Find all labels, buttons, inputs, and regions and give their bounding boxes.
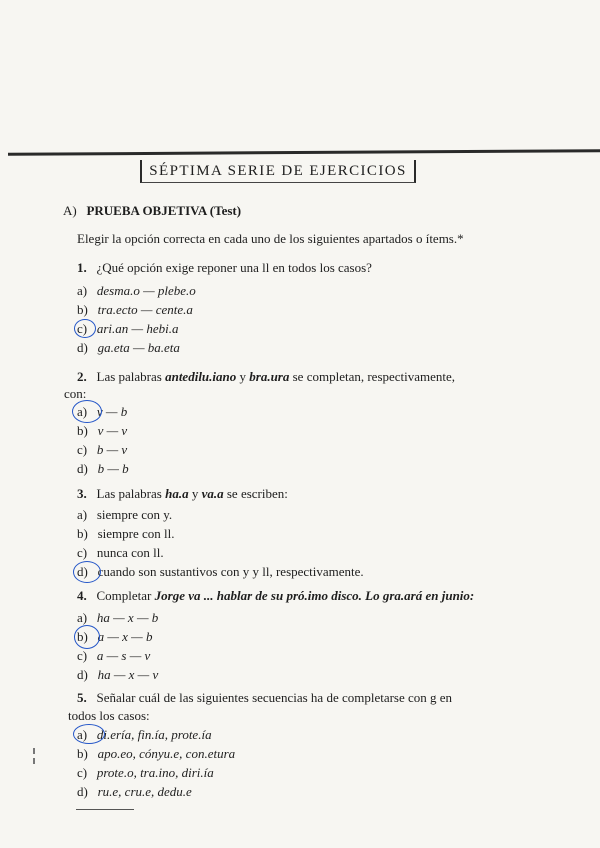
option-letter: b) bbox=[77, 423, 88, 438]
option-letter: a) bbox=[77, 507, 88, 522]
option-4c[interactable] bbox=[77, 648, 150, 664]
question-continuation: todos los casos: bbox=[68, 708, 150, 723]
section-title: PRUEBA OBJETIVA (Test) bbox=[86, 203, 242, 218]
question-text: Señalar cuál de las siguientes secuencias ha de completarse con g en bbox=[96, 690, 453, 705]
question-number: 2. bbox=[77, 369, 87, 384]
option-text: desma.o — plebe.o bbox=[96, 283, 196, 298]
option-text: a — s — v bbox=[96, 648, 151, 663]
question-text: se completan, respectivamente, bbox=[292, 369, 456, 384]
option-letter: d) bbox=[77, 667, 88, 682]
option-1a[interactable] bbox=[77, 283, 196, 299]
option-letter: c) bbox=[77, 545, 88, 560]
option-text: siempre con y. bbox=[96, 507, 173, 522]
option-2c[interactable] bbox=[77, 442, 127, 458]
option-5d[interactable] bbox=[77, 784, 192, 800]
instruction: Elegir la opción correcta en cada uno de los siguientes apartados o ítems.* bbox=[77, 231, 464, 246]
option-letter: b) bbox=[77, 746, 88, 761]
option-text: ha — x — b bbox=[96, 610, 159, 625]
question-word: va.a bbox=[201, 486, 224, 501]
footnote-rule bbox=[76, 809, 134, 810]
page-title: SÉPTIMA SERIE DE EJERCICIOS bbox=[140, 160, 416, 183]
option-text: cuando son sustantivos con y y ll, respectivamente. bbox=[97, 564, 364, 579]
option-4a[interactable] bbox=[77, 610, 158, 626]
question-word: bra.ura bbox=[249, 369, 290, 384]
option-2b[interactable] bbox=[77, 423, 127, 439]
option-1d[interactable] bbox=[77, 340, 180, 356]
option-letter: c) bbox=[77, 765, 88, 780]
question-text: se escriben: bbox=[226, 486, 288, 501]
question-text: Las palabras bbox=[96, 486, 162, 501]
option-1b[interactable] bbox=[77, 302, 193, 318]
option-2d[interactable] bbox=[77, 461, 129, 477]
question-3 bbox=[77, 486, 288, 502]
option-text: b — b bbox=[97, 461, 129, 476]
question-1 bbox=[77, 260, 372, 276]
option-text: ga.eta — ba.eta bbox=[97, 340, 180, 355]
option-text: tra.ecto — cente.a bbox=[97, 302, 193, 317]
question-4 bbox=[77, 588, 474, 604]
option-text: di.ería, fin.ía, prote.ía bbox=[96, 727, 212, 742]
option-letter: d) bbox=[77, 784, 88, 799]
option-letter: d) bbox=[77, 564, 88, 579]
option-text: ha — x — v bbox=[97, 667, 159, 682]
option-letter: a) bbox=[77, 404, 88, 419]
question-number: 4. bbox=[77, 588, 87, 603]
option-text: v — b bbox=[96, 404, 128, 419]
option-letter: b) bbox=[77, 302, 88, 317]
option-letter: c) bbox=[77, 321, 88, 336]
option-3d[interactable] bbox=[77, 564, 364, 580]
option-text: v — v bbox=[97, 423, 128, 438]
question-continuation: con: bbox=[64, 386, 87, 401]
option-text: ru.e, cru.e, dedu.e bbox=[97, 784, 192, 799]
option-letter: b) bbox=[77, 526, 88, 541]
question-word: ha.a bbox=[165, 486, 189, 501]
section-header bbox=[63, 203, 241, 219]
option-letter: c) bbox=[77, 442, 88, 457]
option-text: prote.o, tra.ino, diri.ía bbox=[96, 765, 214, 780]
question-number: 5. bbox=[77, 690, 87, 705]
option-5b[interactable] bbox=[77, 746, 235, 762]
option-letter: a) bbox=[77, 610, 88, 625]
option-5c[interactable] bbox=[77, 765, 214, 781]
option-3b[interactable] bbox=[77, 526, 175, 542]
question-number: 1. bbox=[77, 260, 87, 275]
option-text: nunca con ll. bbox=[96, 545, 164, 560]
option-text: a — x — b bbox=[97, 629, 153, 644]
option-letter: a) bbox=[77, 727, 88, 742]
option-letter: b) bbox=[77, 629, 88, 644]
option-letter: d) bbox=[77, 340, 88, 355]
option-3a[interactable] bbox=[77, 507, 172, 523]
question-text: Las palabras bbox=[96, 369, 162, 384]
option-letter: a) bbox=[77, 283, 88, 298]
option-text: siempre con ll. bbox=[97, 526, 175, 541]
option-3c[interactable] bbox=[77, 545, 164, 561]
question-word: antedilu.iano bbox=[165, 369, 237, 384]
scan-mark bbox=[33, 748, 35, 754]
option-1c[interactable] bbox=[77, 321, 178, 337]
question-text: ¿Qué opción exige reponer una ll en todos los casos? bbox=[96, 260, 372, 275]
section-letter: A) bbox=[63, 203, 77, 218]
option-letter: d) bbox=[77, 461, 88, 476]
top-rule bbox=[8, 149, 600, 156]
option-4b[interactable] bbox=[77, 629, 152, 645]
option-text: apo.eo, cónyu.e, con.etura bbox=[97, 746, 236, 761]
option-text: ari.an — hebi.a bbox=[96, 321, 179, 336]
question-sentence: Jorge va ... hablar de su pró.imo disco. Lo gra.ará en junio: bbox=[154, 588, 475, 603]
question-2 bbox=[77, 369, 455, 385]
option-2a[interactable] bbox=[77, 404, 127, 420]
question-text: Completar bbox=[96, 588, 152, 603]
option-letter: c) bbox=[77, 648, 88, 663]
question-text: y bbox=[191, 486, 199, 501]
option-4d[interactable] bbox=[77, 667, 158, 683]
question-5 bbox=[77, 690, 452, 706]
option-text: b — v bbox=[96, 442, 128, 457]
question-text: y bbox=[239, 369, 247, 384]
scan-mark bbox=[33, 758, 35, 764]
option-5a[interactable] bbox=[77, 727, 212, 743]
question-number: 3. bbox=[77, 486, 87, 501]
